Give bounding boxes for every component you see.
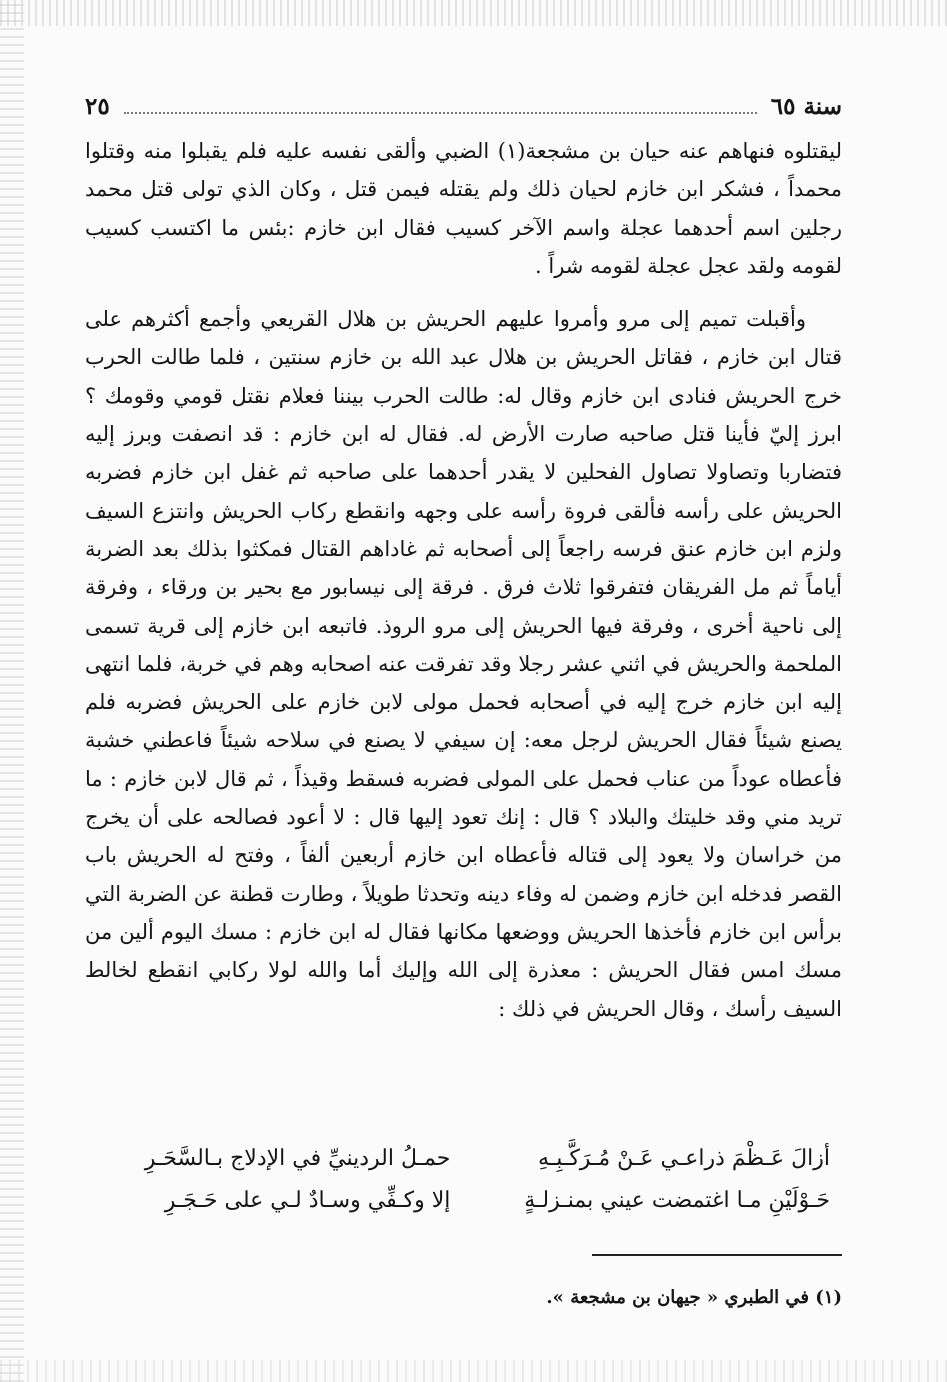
poem-verse: [100, 1180, 830, 1222]
footnote-separator: [592, 1254, 842, 1256]
header-dotted-leader: [124, 98, 757, 114]
decorative-border-top: [0, 0, 947, 26]
verse-second-hemistich: حمـلُ الردينيِّ في الإدلاج بـالسَّحَـرِ: [144, 1146, 451, 1171]
decorative-border-left: [0, 0, 24, 1382]
poem-verse: [100, 1138, 830, 1180]
paragraph-2: وأقبلت تميم إلى مرو وأمروا عليهم الحريش بن هلال القريعي وأجمع أكثرهم على قتال ابن خازم ، فقاتل الحريش بن هلال عبد الله بن خازم سنتين ، فلما طالت الحرب خرج الحريش فنادى ابن خازم وقال له: طالت الحرب بيننا فعلام نقتل قومي وقومك ؟ ابرز إليّ فأينا قتل صاحبه صارت الأرض له. فقال له ابن خازم : قد انصفت وبرز إليه فتضاربا وتصاولا تصاول الفحلين لا يقدر أحدهما على صاحبه ثم غفل ابن خازم فضربه الحريش على رأسه فألقى فروة رأسه على وجهه وانقطع ركاب الحريش وانتزع السيف ولزم ابن خازم عنق فرسه راجعاً إلى أصحابه ثم غاداهم القتال فمكثوا بذلك بعد الضربة أياماً ثم مل الفريقان فتفرقوا ثلاث فرق . فرقة إلى نيسابور مع بحير بن ورقاء ، وفرقة إلى ناحية أخرى ، وفرقة فيها الحريش إلى مرو الروذ. فاتبعه ابن خازم إلى قرية تسمى الملحمة والحريش في اثني عشر رجلا وقد تفرقت عنه اصحابه وهم في خربة، فلما انتهى إليه ابن خازم خرج إليه في أصحابه فحمل مولى لابن خازم على الحريش فضربه فلم يصنع شيئاً فقال الحريش لرجل معه: إن سيفي لا يصنع في سلاحه شيئاً فاعطني خشبة فأعطاه عوداً من عناب فحمل على المولى فضربه فسقط وقيذاً ، ثم قال لابن خازم : ما تريد مني وقد خليتك والبلاد ؟ قال : إنك تعود إليها قال : لا أعود فصالحه على أن يخرج من خراسان ولا يعود إلى قتاله فأعطاه ابن خازم أربعين ألفاً ، وفتح له الحريش باب القصر فدخله ابن خازم وضمن له وفاء دينه وتحدثا طويلاً ، وطارت قطنة عن الضربة التي برأس ابن خازم فأخذها الحريش ووضعها مكانها فقال له ابن خازم : مسك اليوم ألين من مسك امس فقال الحريش : معذرة إلى الله وإليك أما والله لولا ركابي انقطع لخالط السيف رأسك ، وقال الحريش في ذلك :: [85, 307, 842, 1021]
footnote: (١) في الطبري « جيهان بن مشجعة ».: [546, 1287, 842, 1308]
running-title: سنة ٦٥: [770, 92, 842, 120]
body-text: [85, 132, 842, 1028]
page-number: ٢٥: [85, 92, 110, 120]
decorative-border-bottom: [0, 1360, 947, 1382]
verse-first-hemistich: أزالَ عَـظْمَ ذراعـي عَـنْ مُـرَكَّـبِـهِ: [538, 1146, 830, 1171]
verse-first-hemistich: حَـوْلَيْنِ مـا اغتمضت عيني بمنـزلـةٍ: [524, 1188, 830, 1213]
page-header: [85, 86, 842, 126]
poem: [100, 1138, 830, 1222]
paragraph-1: ليقتلوه فنهاهم عنه حيان بن مشجعة(١) الضبي وألقى نفسه عليه فلم يقبلوا منه وقتلوا محمداً ، فشكر ابن خازم لحيان ذلك ولم يقتله فيمن قتل ، وكان الذي تولى قتل محمد رجلين اسم أحدهما عجلة واسم الآخر كسيب فقال ابن خازم :بئس ما اكتسب كسيب لقومه ولقد عجل عجلة لقومه شراً .: [85, 139, 842, 278]
verse-second-hemistich: إلا وكـفِّي وسـادٌ لـي على حَـجَـرِ: [164, 1188, 451, 1213]
